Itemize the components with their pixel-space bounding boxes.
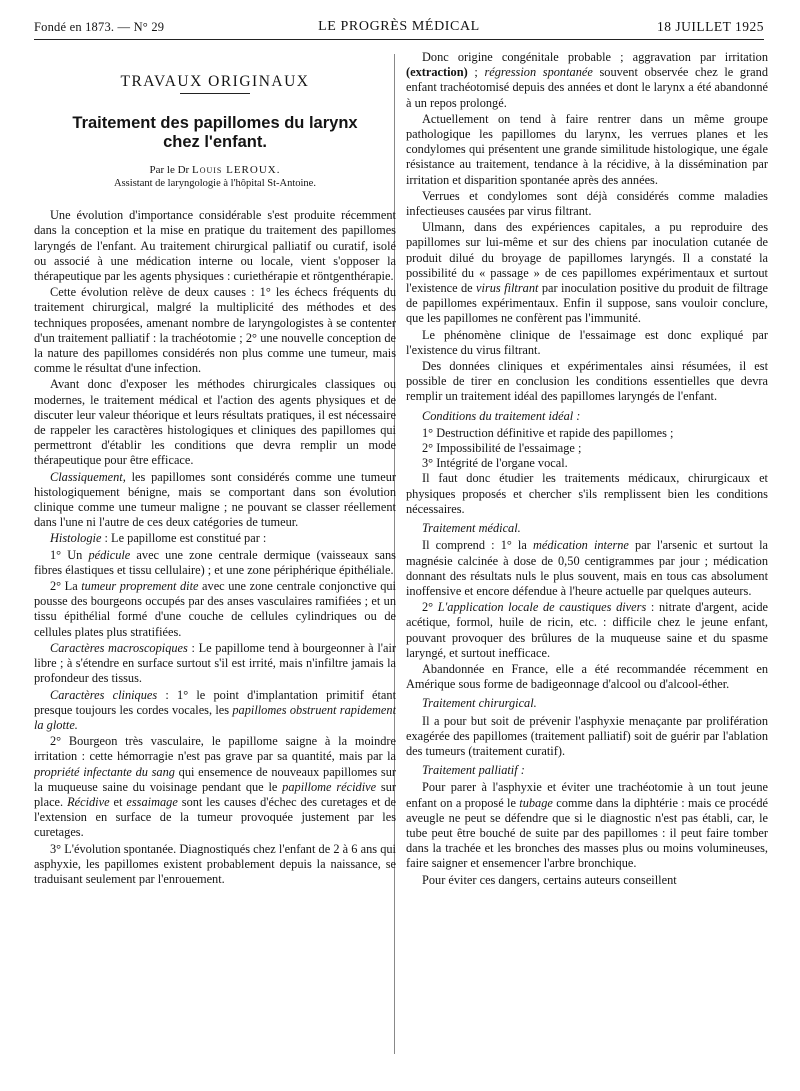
paragraph: Une évolution d'importance considérable s'est produite récemment dans la conception et la mise en pratique du traitement des papillomes laryngés de l'enfant. Au traitement chirurgical palliatif ou curatif, isolé ou associé à une médication interne ou locale, vient s'opposer la thérapeutique par les agents physiques : curiethérapie et röntgenthérapie. bbox=[34, 208, 396, 284]
subheading-ideal: Conditions du traitement idéal : bbox=[422, 408, 581, 423]
run-in-heading: Histologie bbox=[50, 531, 102, 546]
paragraph: Verrues et condylomes sont déjà considérés comme maladies infectieuses causées par virus filtrant. bbox=[406, 188, 768, 219]
journal-title: LE PROGRÈS MÉDICAL bbox=[318, 19, 480, 34]
title-line-2: chez l'enfant. bbox=[163, 133, 267, 152]
section-rule bbox=[180, 93, 250, 94]
run-in-heading: Classiquement, bbox=[50, 469, 126, 484]
paragraph: Pour parer à l'asphyxie et éviter une trachéotomie à un tout jeune enfant on a proposé le tubage comme dans la diphtérie : mais ce procédé aveugle ne peut se défendre que si le diagnostic n'est pas établi, car, le tube peut être bouché de suite par des papillomes : il peut faire tomber dans la trachée et les bronches des masses plus ou moins volumineuses, faire saigner et ensemencer l'arbre bronchique. bbox=[406, 780, 768, 871]
paragraph: Pour éviter ces dangers, certains auteurs conseillent bbox=[422, 872, 677, 887]
paragraph: Cette évolution relève de deux causes : 1° les échecs fréquents du traitement chirurgical, malgré la multiplicité des méthodes et des techniques proposées, amenant nombre de laryngologistes à se contenter d'un traitement palliatif : la trachéotomie ; 2° une nouvelle conception de la nature des papillomes considérés non plus comme une tumeur, mais comme le résultat d'une infection. bbox=[34, 285, 396, 376]
paragraph: Donc origine congénitale probable ; aggravation par irritation (extraction) ; régression spontanée souvent observée chez le grand enfant trachéotomisé depuis des années et dont le larynx a été abandonné à un repos prolongé. bbox=[406, 50, 768, 110]
left-column bbox=[34, 54, 396, 1074]
paragraph: 2° La tumeur proprement dite avec une zone centrale conjonctive qui pousse des bourgeons occupés par des anses vasculaires ramifiées ; et un tissu épithélial formé d'une couche de cellules cylindriques ou de cellules plates plus stratifiées. bbox=[34, 579, 396, 639]
paragraph: 1° Un pédicule avec une zone centrale dermique (vaisseaux sans fibres élastiques et tissu cellulaire) ; et une zone périphérique épithéliale. bbox=[34, 547, 396, 577]
paragraph: 2° Bourgeon très vasculaire, le papillome saigne à la moindre irritation : cette hémorragie n'est pas grave par sa quantité, mais par la propriété infectante du sang qui ensemence de nouveaux papillomes sur la muqueuse saine du voisinage pendant que le papillome récidive sur place. Récidive et essaimage sont les causes d'échec des curetages et de l'extension en surface de la tumeur provoquée justement par les curetages. bbox=[34, 734, 396, 840]
header-date: 18 JUILLET 1925 bbox=[657, 19, 764, 34]
paragraph: Caractères macroscopiques : Le papillome tend à bourgeonner à l'air libre ; à s'étendre en surface surtout s'il est irrité, mais n'infiltre jamais la profondeur des tissus. bbox=[34, 640, 396, 686]
paragraph: Ulmann, dans des expériences capitales, a pu reproduire des papillomes sur lui-même et sur des chiens par inoculation cutanée de produit dilué du broyage de papillomes laryngés. Il a constaté la possibilité du « passage » de ces papillomes expérimentaux et surtout l'existence de virus filtrant par inoculation positive du produit de filtrage de papillomes expérimentaux. Enfin il suppose, sans vouloir conclure, que les papillomes ne confèrent pas l'immunité. bbox=[406, 220, 768, 326]
subheading-palliative: Traitement palliatif : bbox=[422, 763, 525, 778]
author-name: Louis LEROUX. bbox=[191, 164, 281, 177]
byline-prefix: Par le Dr bbox=[149, 164, 190, 177]
paragraph: Des données cliniques et expérimentales ainsi résumées, il est possible de tirer en conclusion les conditions essentielles que devra remplir un traitement idéal des papillomes laryngés de l'enfant. bbox=[406, 359, 768, 404]
byline bbox=[34, 164, 396, 177]
page-header bbox=[34, 14, 764, 40]
paragraph: Caractères cliniques : 1° le point d'implantation primitif étant presque toujours les cordes vocales, les papillomes obstruent rapidement la glotte. bbox=[34, 687, 396, 732]
paragraph: Il faut donc étudier les traitements médicaux, chirurgicaux et physiques proposés et chercher s'ils remplissent bien les conditions nécessaires. bbox=[406, 471, 768, 516]
paragraph: Classiquement, les papillomes sont considérés comme une tumeur histologiquement bénigne, mais se comportant dans son évolution clinique comme une tumeur maligne ; ne pouvant se classer réellement dans l'une ni l'autre de ces deux catégories de tumeur. bbox=[34, 469, 396, 530]
paragraph: Le phénomène clinique de l'essaimage est donc expliqué par l'existence du virus filtrant. bbox=[406, 327, 768, 357]
title-line-1: Traitement des papillomes du larynx bbox=[72, 114, 358, 133]
run-in-heading: Caractères macroscopiques bbox=[50, 640, 188, 655]
author-affiliation: Assistant de laryngologie à l'hôpital St-Antoine. bbox=[114, 178, 316, 190]
list-item: 2° Impossibilité de l'essaimage ; bbox=[422, 441, 582, 456]
section-heading: TRAVAUX ORIGINAUX bbox=[120, 73, 310, 90]
paragraph: Histologie : Le papillome est constitué par : bbox=[50, 531, 267, 546]
paragraph: Il a pour but soit de prévenir l'asphyxie menaçante par prolifération exagérée des papillomes (traitement palliatif) soit de guérir par l'ablation des tumeurs (traitement curatif). bbox=[406, 713, 768, 758]
list-item: 1° Destruction définitive et rapide des papillomes ; bbox=[422, 425, 674, 440]
paragraph: Il comprend : 1° la médication interne par l'arsenic et surtout la magnésie calcinée à dose de 0,50 centigrammes par jour ; médication donnant des résultats nuls le plus souvent, mais en tous cas absolument inoffensive et encore défendue à l'heure actuelle par quelques auteurs. bbox=[406, 538, 768, 598]
header-founded: Fondé en 1873. — N° 29 bbox=[34, 20, 165, 34]
right-column bbox=[406, 50, 768, 1070]
subheading-surgical: Traitement chirurgical. bbox=[422, 696, 537, 711]
paragraph: Actuellement on tend à faire rentrer dans un même groupe pathologique les papillomes du larynx, les verrues planes et les condylomes qui présentent une grande similitude histologique, une égale résistance au traitement, tendance à la récidive, à la dissémination par irritation et disparition spontanée après des années. bbox=[406, 111, 768, 187]
paragraph: Avant donc d'exposer les méthodes chirurgicales classiques ou modernes, le traitement médical et l'action des agents physiques et de discuter leur valeur théorique et leurs résultats pratiques, il est nécessaire de rappeler les caractères histologiques et cliniques des papillomes qui permettront d'établir les conditions que devra remplir un mode thérapeutique pour être efficace. bbox=[34, 377, 396, 468]
run-in-heading: Caractères cliniques bbox=[50, 687, 158, 702]
list-item: 3° Intégrité de l'organe vocal. bbox=[422, 456, 568, 471]
paragraph: 2° L'application locale de caustiques divers : nitrate d'argent, acide acétique, formol, huile de ricin, etc. : difficile chez le jeune enfant, pouvant provoquer des brûlures de la muqueuse saine et du spasme laryngé, et surtout inefficace. bbox=[406, 600, 768, 660]
article-title bbox=[34, 114, 396, 152]
paragraph: 3° L'évolution spontanée. Diagnostiqués chez l'enfant de 2 à 6 ans qui asphyxie, les papillomes existent probablement depuis la naissance, se traduisant seulement par l'enrouement. bbox=[34, 841, 396, 886]
paragraph: Abandonnée en France, elle a été recommandée récemment en Amérique sous forme de badigeonnage d'alcool ou d'alcool-éther. bbox=[406, 661, 768, 692]
subheading-medical: Traitement médical. bbox=[422, 521, 521, 536]
